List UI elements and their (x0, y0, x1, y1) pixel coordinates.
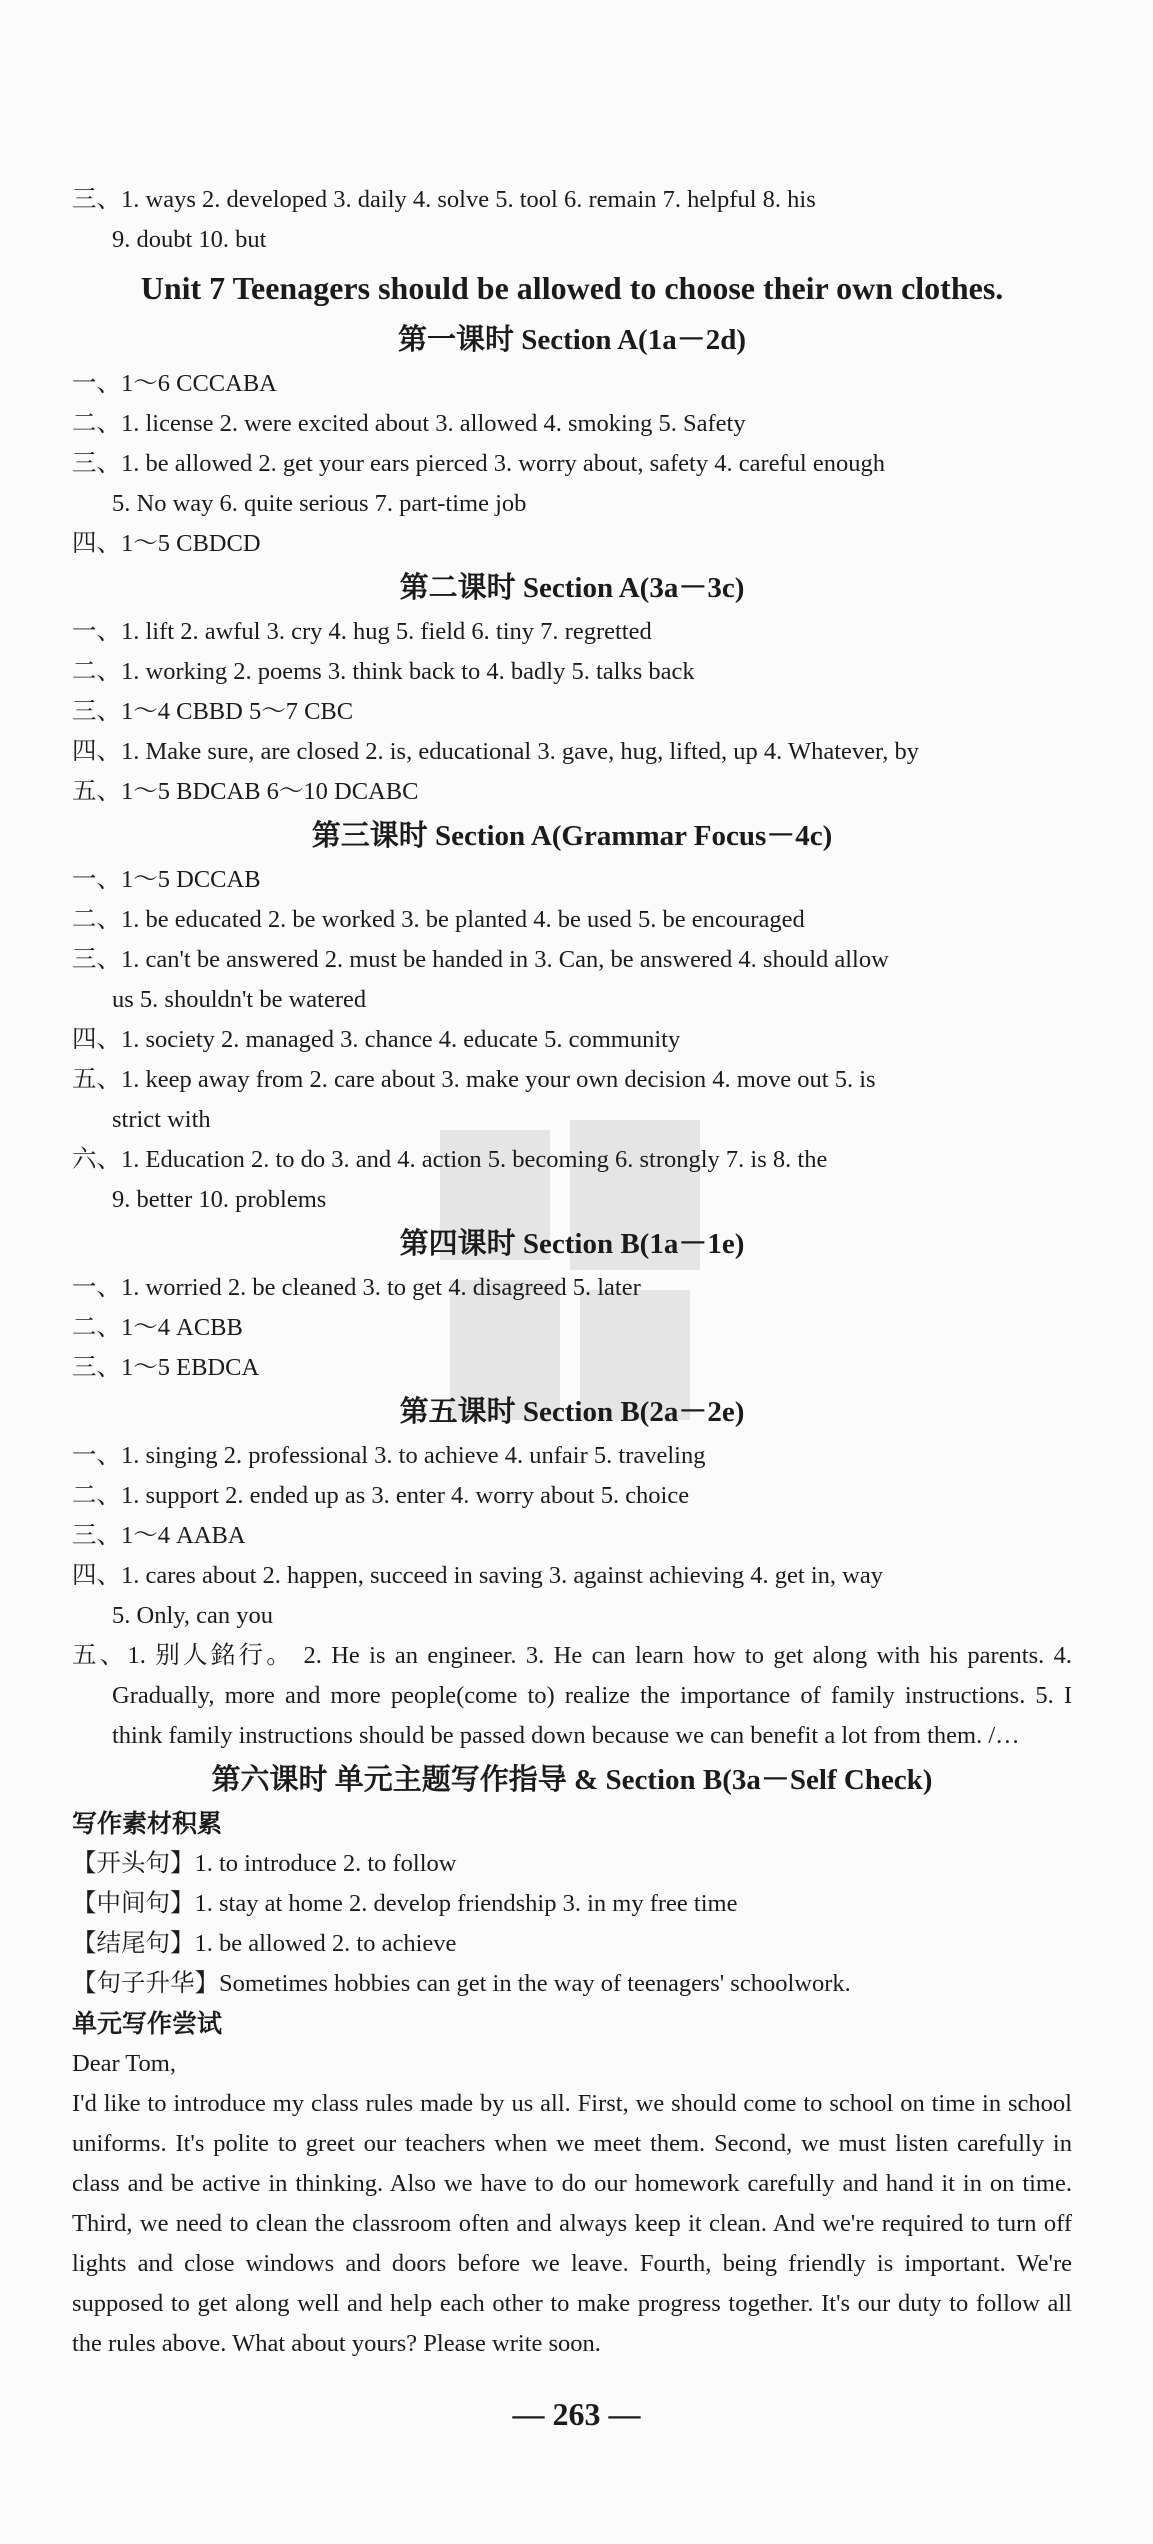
answer-line: 三、1～4 AABA (72, 1522, 246, 1549)
answer-line: 9. better 10. problems (112, 1186, 327, 1213)
letter-body: I'd like to introduce my class rules made by us all. First, we should come to school on time in school uniforms. It's polite to greet our teachers when we meet them. Second, we must listen carefully in class and be active in thinking. Also we have to do our homework carefully and hand it in on time. Third, we need to clean the classroom often and always keep it clean. And we're required to turn off lights and close windows and doors before we leave. Fourth, being friendly is important. We're supposed to get along well and help each other to make progress together. It's our duty to follow all the rules above. What about yours? Please write soon. (72, 2090, 1072, 2357)
lesson-title: 第二课时 Section A(3a－3c) (399, 572, 745, 604)
answer-line: 六、1. Education 2. to do 3. and 4. action 5. becoming 6. strongly 7. is 8. the (72, 1146, 828, 1173)
content-column (72, 180, 1072, 2364)
answer-line: 二、1. be educated 2. be worked 3. be planted 4. be used 5. be encouraged (72, 906, 805, 933)
answer-line: 二、1. working 2. poems 3. think back to 4. badly 5. talks back (72, 658, 695, 685)
answer-line: us 5. shouldn't be watered (112, 986, 367, 1013)
answer-line: 一、1. worried 2. be cleaned 3. to get 4. disagreed 5. later (72, 1274, 641, 1301)
material-line: 【开头句】1. to introduce 2. to follow (72, 1850, 457, 1877)
answer-line: 四、1. Make sure, are closed 2. is, educational 3. gave, hug, lifted, up 4. Whatever, by (72, 738, 919, 765)
answer-line: 二、1～4 ACBB (72, 1314, 243, 1341)
lesson-title: 第一课时 Section A(1a－2d) (397, 324, 746, 356)
material-line: 【结尾句】1. be allowed 2. to achieve (72, 1930, 457, 1957)
answer-line: 四、1～5 CBDCD (72, 530, 261, 557)
answer-line: 5. Only, can you (112, 1602, 274, 1629)
answer-line: 一、1. singing 2. professional 3. to achieve 4. unfair 5. traveling (72, 1442, 706, 1469)
answer-line: 五、1. keep away from 2. care about 3. make your own decision 4. move out 5. is (72, 1066, 876, 1093)
answer-line: 四、1. cares about 2. happen, succeed in saving 3. against achieving 4. get in, way (72, 1562, 883, 1589)
answer-line: 三、1～4 CBBD 5～7 CBC (72, 698, 354, 725)
writing-materials-heading: 写作素材积累 (72, 1809, 223, 1838)
answer-line: 三、1～5 EBDCA (72, 1354, 260, 1381)
answer-line: 二、1. license 2. were excited about 3. allowed 4. smoking 5. Safety (72, 410, 746, 437)
answer-line: 五、1. 别人銘行。 2. He is an engineer. 3. He can learn how to get along with his parents. 4. Gradually, more and more people(come to) realize the importance of family instructions. 5. I think family instructions should be passed down because we can benefit a lot from them. /… (72, 1642, 1072, 1749)
lesson-title: 第三课时 Section A(Grammar Focus－4c) (311, 820, 833, 852)
letter-greeting: Dear Tom, (72, 2050, 176, 2077)
answer-line: 五、1～5 BDCAB 6～10 DCABC (72, 778, 419, 805)
answer-line: 三、1. can't be answered 2. must be handed in 3. Can, be answered 4. should allow (72, 946, 889, 973)
unit-title: Unit 7 Teenagers should be allowed to choose their own clothes. (140, 270, 1004, 306)
writing-attempt-heading: 单元写作尝试 (72, 2009, 223, 2038)
answer-line: 一、1～5 DCCAB (72, 866, 261, 893)
material-line: 【句子升华】Sometimes hobbies can get in the way of teenagers' schoolwork. (72, 1970, 851, 1997)
answer-line: 一、1～6 CCCABA (72, 370, 277, 397)
answer-line: 三、1. be allowed 2. get your ears pierced 3. worry about, safety 4. careful enough (72, 450, 885, 477)
answer-line: 一、1. lift 2. awful 3. cry 4. hug 5. field 6. tiny 7. regretted (72, 618, 652, 645)
answer-line: 二、1. support 2. ended up as 3. enter 4. worry about 5. choice (72, 1482, 690, 1509)
lesson-title: 第五课时 Section B(2a－2e) (399, 1396, 745, 1428)
page-number: — 263 — (512, 2396, 641, 2432)
answer-line: strict with (112, 1106, 211, 1133)
answer-line: 四、1. society 2. managed 3. chance 4. educate 5. community (72, 1026, 681, 1053)
material-line: 【中间句】1. stay at home 2. develop friendship 3. in my free time (72, 1890, 738, 1917)
answer-line: 三、1. ways 2. developed 3. daily 4. solve 5. tool 6. remain 7. helpful 8. his (72, 186, 816, 213)
answer-line: 9. doubt 10. but (112, 226, 267, 253)
lesson-title: 第六课时 单元主题写作指导 & Section B(3a－Self Check) (211, 1764, 933, 1796)
lesson-title: 第四课时 Section B(1a－1e) (399, 1228, 745, 1260)
answer-line: 5. No way 6. quite serious 7. part-time job (112, 490, 527, 517)
